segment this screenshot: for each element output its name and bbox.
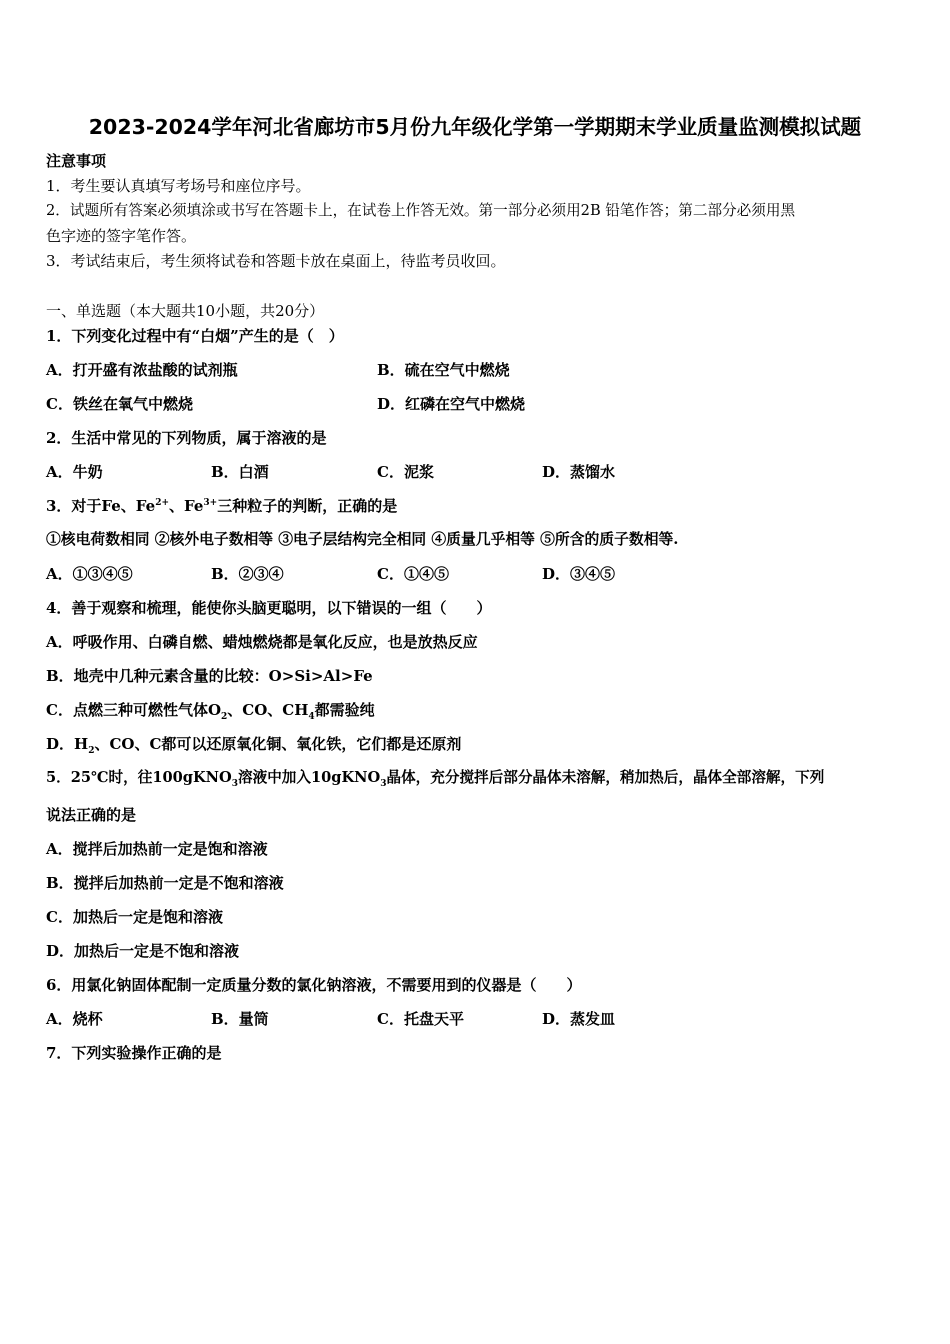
q3-sup-2: 3+ (203, 498, 218, 508)
q1-option-a: A．打开盛有浓盐酸的试剂瓶 (46, 361, 238, 379)
q5-option-b: B．搅拌后加热前一定是不饱和溶液 (46, 874, 284, 892)
q5-stem-part3: 晶体，充分搅拌后部分晶体未溶解，稍加热后，晶体全部溶解，下列 (386, 769, 825, 786)
notice-item-1: 1．考生要认真填写考场号和座位序号。 (46, 177, 311, 195)
notice-heading: 注意事项 (46, 152, 107, 170)
q5-stem-line2: 说法正确的是 (46, 806, 137, 824)
q5-stem-part2: 溶液中加入10gKNO (238, 769, 381, 786)
q3-sup-1: 2+ (155, 498, 169, 508)
q2-option-c: C．泥浆 (377, 463, 434, 481)
q1-stem: 1．下列变化过程中有“白烟”产生的是（ ） (46, 327, 344, 345)
q5-stem-part1: 5．25℃时，往100gKNO (46, 769, 232, 786)
q6-option-b: B．量筒 (211, 1010, 269, 1028)
q4-stem: 4．善于观察和梳理，能使你头脑更聪明，以下错误的一组（ ） (46, 599, 492, 617)
q5-option-a: A．搅拌后加热前一定是饱和溶液 (46, 840, 268, 858)
section-heading: 一、单选题（本大题共10小题，共20分） (46, 302, 325, 320)
q2-stem: 2．生活中常见的下列物质，属于溶液的是 (46, 429, 327, 447)
q4-c-part2: 、CO、CH (227, 701, 309, 719)
q3-statements: ①核电荷数相同 ②核外电子数相等 ③电子层结构完全相同 ④质量几乎相等 ⑤所含的质子数相等. (46, 531, 679, 548)
q3-option-b: B．②③④ (211, 565, 284, 583)
q3-stem-part1: 3．对于Fe、Fe (46, 497, 156, 515)
notice-item-3: 3．考试结束后，考生须将试卷和答题卡放在桌面上，待监考员收回。 (46, 252, 506, 270)
q2-option-b: B．白酒 (211, 463, 269, 481)
q5-sub-1: 3 (231, 778, 238, 789)
q3-option-c: C．①④⑤ (377, 565, 449, 583)
q6-stem: 6．用氯化钠固体配制一定质量分数的氯化钠溶液，不需要用到的仪器是（ ） (46, 976, 582, 994)
q4-option-d (46, 734, 461, 754)
q4-option-b: B．地壳中几种元素含量的比较：O>Si>Al>Fe (46, 667, 373, 685)
q5-option-d: D．加热后一定是不饱和溶液 (46, 942, 240, 960)
q5-stem (46, 768, 824, 788)
q3-stem-part3: 三种粒子的判断，正确的是 (217, 497, 398, 515)
q3-stem-part2: 、Fe (169, 497, 204, 515)
q4-c-sub-1: 2 (221, 712, 228, 722)
q3-option-d: D．③④⑤ (542, 565, 616, 583)
q1-option-c: C．铁丝在氧气中燃烧 (46, 395, 193, 413)
q3-stem (46, 496, 397, 516)
document-title: 2023-2024学年河北省廊坊市5月份九年级化学第一学期期末学业质量监测模拟试题 (88, 115, 862, 139)
q4-d-sub: 2 (88, 746, 95, 756)
q4-option-c (46, 700, 375, 720)
q1-option-d: D．红磷在空气中燃烧 (377, 395, 526, 413)
q4-c-part3: 都需验纯 (314, 701, 375, 719)
q6-option-c: C．托盘天平 (377, 1010, 464, 1028)
notice-item-2: 2．试题所有答案必须填涂或书写在答题卡上，在试卷上作答无效。第一部分必须用2B 铅笔作答；第二部分必须用黑 (46, 202, 796, 219)
q3-option-a: A．①③④⑤ (46, 565, 133, 583)
q4-d-part2: 、CO、C都可以还原氧化铜、氧化铁，它们都是还原剂 (94, 735, 462, 753)
q2-option-d: D．蒸馏水 (542, 463, 616, 481)
q4-c-sub-2: 4 (308, 712, 315, 722)
q4-d-part1: D．H (46, 735, 89, 753)
q4-c-part1: C．点燃三种可燃性气体O (46, 701, 222, 719)
q5-sub-2: 3 (380, 778, 387, 789)
q6-option-a: A．烧杯 (46, 1010, 103, 1028)
q5-option-c: C．加热后一定是饱和溶液 (46, 908, 223, 926)
q1-option-b: B．硫在空气中燃烧 (377, 361, 510, 379)
q2-option-a: A．牛奶 (46, 463, 103, 481)
q4-option-a: A．呼吸作用、白磷自燃、蜡烛燃烧都是氧化反应，也是放热反应 (46, 633, 478, 651)
q7-stem: 7．下列实验操作正确的是 (46, 1044, 222, 1062)
q6-option-d: D．蒸发皿 (542, 1010, 616, 1028)
notice-item-2-cont: 色字迹的签字笔作答。 (46, 227, 197, 245)
